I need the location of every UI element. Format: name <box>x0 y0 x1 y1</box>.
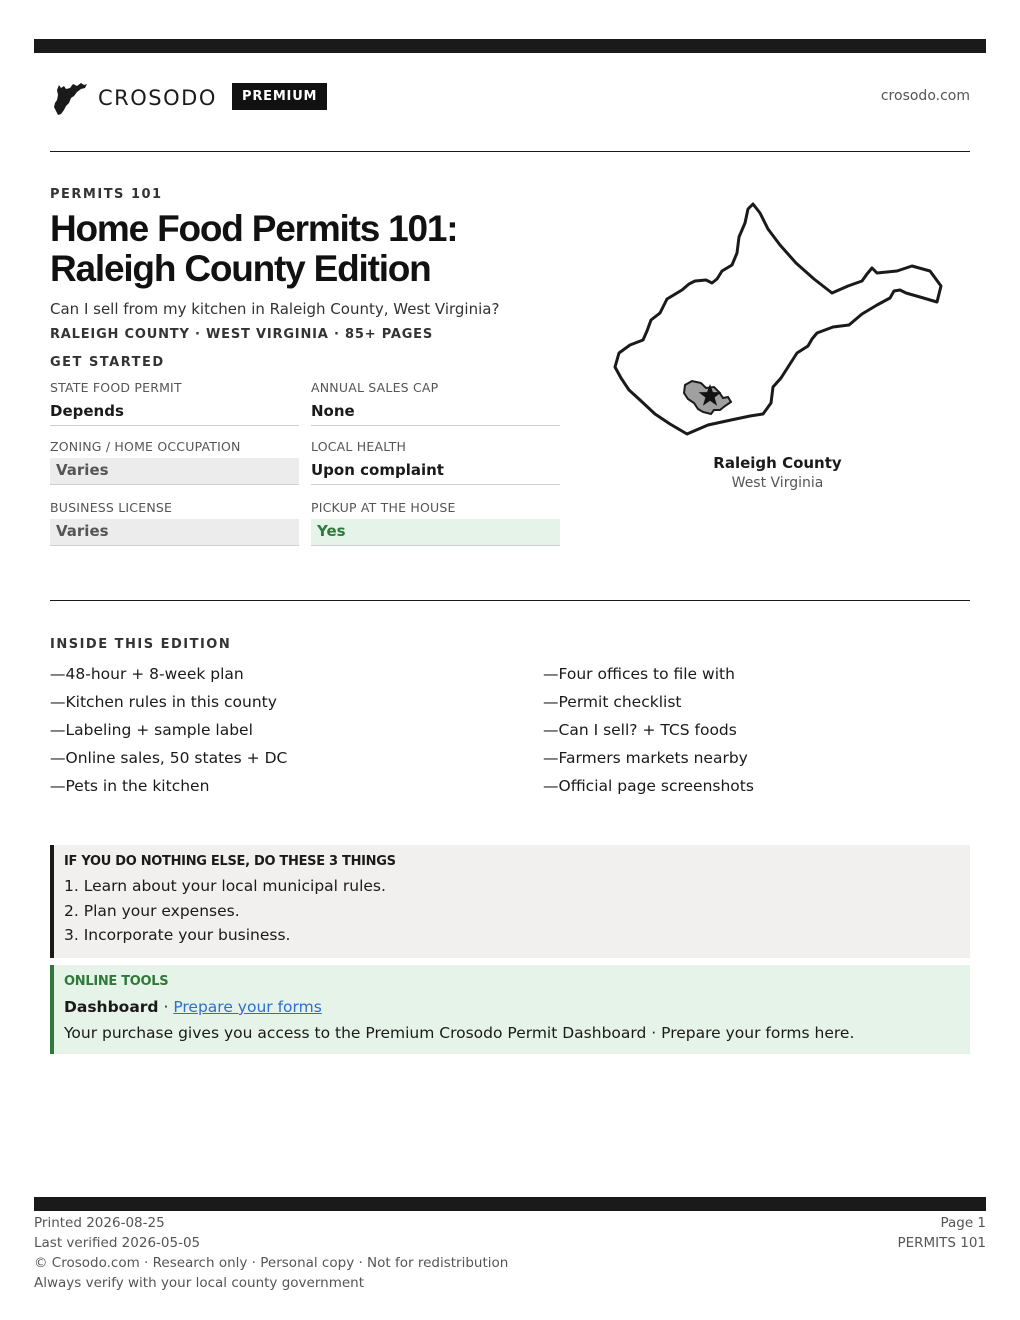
section-kicker: PERMITS 101 <box>50 187 163 202</box>
west-virginia-logo-icon <box>50 80 90 116</box>
toc-item: —Farmers markets nearby <box>543 749 748 767</box>
online-tools-title: ONLINE TOOLS <box>64 974 169 989</box>
fact-zoning <box>50 439 299 485</box>
printed-date: Printed 2026-08-25 <box>34 1215 165 1231</box>
callout-step: 2. Plan your expenses. <box>64 901 240 920</box>
online-tools-callout <box>50 965 970 1054</box>
fact-pickup <box>311 500 560 546</box>
toc-item: —Labeling + sample label <box>50 721 253 739</box>
fact-label: ANNUAL SALES CAP <box>311 380 439 395</box>
prepare-forms-link[interactable]: Prepare your forms <box>173 998 322 1016</box>
get-started-heading: GET STARTED <box>50 355 165 370</box>
fact-label: PICKUP AT THE HOUSE <box>311 500 456 515</box>
map-caption <box>680 454 875 491</box>
fact-label: STATE FOOD PERMIT <box>50 380 182 395</box>
map-state-name: West Virginia <box>731 475 824 491</box>
fact-value: Yes <box>311 519 560 546</box>
brand-name: CROSODO <box>98 86 217 110</box>
inside-edition-heading: INSIDE THIS EDITION <box>50 637 232 652</box>
site-url[interactable]: crosodo.com <box>880 88 970 104</box>
tools-links-line <box>64 994 960 1020</box>
section-divider <box>50 600 970 601</box>
fact-value: None <box>311 399 560 426</box>
fact-label: BUSINESS LICENSE <box>50 500 173 515</box>
fact-label: ZONING / HOME OCCUPATION <box>50 439 241 454</box>
fact-local-health <box>311 439 560 485</box>
verify-disclaimer: Always verify with your local county government <box>34 1275 364 1291</box>
toc-item: —Permit checklist <box>543 693 682 711</box>
footer-right <box>897 1213 986 1253</box>
verified-date: Last verified 2026-05-05 <box>34 1235 201 1251</box>
footer-section: PERMITS 101 <box>897 1235 986 1251</box>
fact-business-license <box>50 500 299 546</box>
page-number: Page 1 <box>940 1215 986 1231</box>
tools-separator: · <box>158 998 174 1016</box>
tools-description: Your purchase gives you access to the Premium Crosodo Permit Dashboard · Prepare your forms here. <box>64 1024 855 1042</box>
toc-item: —48-hour + 8-week plan <box>50 665 244 683</box>
top-bar <box>34 39 986 53</box>
footer-bar <box>34 1197 986 1211</box>
fact-state-food-permit <box>50 380 299 426</box>
fact-value: Depends <box>50 399 299 426</box>
premium-badge: PREMIUM <box>232 83 327 110</box>
toc-item: —Pets in the kitchen <box>50 777 210 795</box>
copyright-notice: © Crosodo.com · Research only · Personal copy · Not for redistribution <box>34 1255 509 1271</box>
page-title: Home Food Permits 101: Raleigh County Edition <box>50 208 458 289</box>
footer-left <box>34 1213 508 1293</box>
fact-annual-sales-cap <box>311 380 560 426</box>
fact-label: LOCAL HEALTH <box>311 439 407 454</box>
fact-value: Varies <box>50 519 299 546</box>
toc-item: —Can I sell? + TCS foods <box>543 721 737 739</box>
dashboard-label: Dashboard <box>64 998 159 1016</box>
edition-meta: RALEIGH COUNTY · WEST VIRGINIA · 85+ PAGES <box>50 327 434 342</box>
page-subtitle: Can I sell from my kitchen in Raleigh County, West Virginia? <box>50 300 500 318</box>
callout-step: 3. Incorporate your business. <box>64 926 291 944</box>
map-county-name: Raleigh County <box>713 454 842 472</box>
fact-value: Upon complaint <box>311 458 560 485</box>
toc-right-column <box>543 662 754 802</box>
toc-item: —Official page screenshots <box>543 777 754 795</box>
west-virginia-outline <box>615 204 941 434</box>
toc-item: —Four offices to file with <box>543 665 735 683</box>
toc-left-column <box>50 662 287 802</box>
page-header <box>50 78 970 118</box>
toc-item: —Online sales, 50 states + DC <box>50 749 288 767</box>
callout-step: 1. Learn about your local municipal rules. <box>64 877 386 895</box>
brand-logo[interactable] <box>50 80 217 116</box>
fact-value: Varies <box>50 458 299 485</box>
callout-title: IF YOU DO NOTHING ELSE, DO THESE 3 THINGS <box>64 854 396 869</box>
state-map <box>600 195 950 440</box>
toc-item: —Kitchen rules in this county <box>50 693 277 711</box>
three-things-callout <box>50 845 970 958</box>
header-divider <box>50 151 970 152</box>
